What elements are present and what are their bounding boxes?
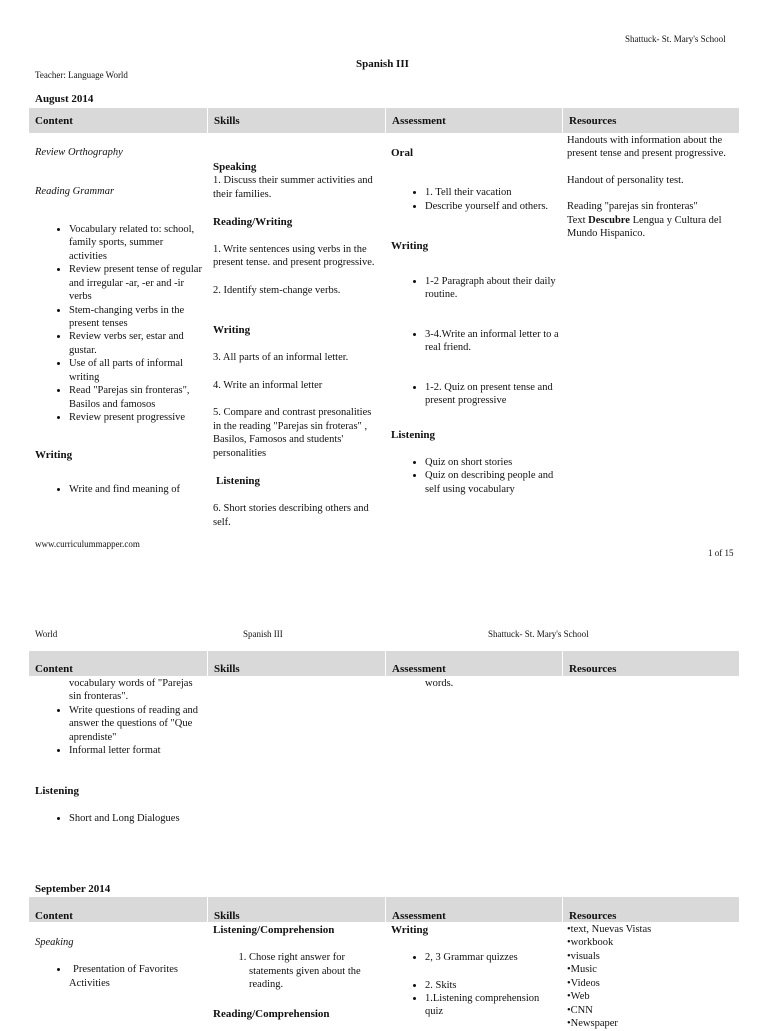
list-item: • Use of all parts of informal writing	[69, 357, 203, 384]
content-listening-heading: Listening	[35, 784, 80, 797]
assessment-column	[391, 146, 559, 496]
list-item: • Presentation of Favorites Activities	[69, 963, 203, 990]
list-item: • Describe yourself and others.	[425, 200, 559, 213]
sep-writing-heading: Writing	[391, 924, 429, 936]
skills-listening-6: 6. Short stories describing others and self.	[213, 503, 369, 528]
header-skills: Skills	[207, 651, 385, 676]
skills-writing-4: 4. Write an informal letter	[213, 379, 323, 391]
list-item: • 1.Listening comprehension quiz	[425, 992, 559, 1019]
skills-speaking-heading: Speaking	[213, 161, 257, 173]
resources-item: •Newspaper	[567, 1018, 618, 1030]
list-item: • 2, 3 Grammar quizzes	[425, 951, 559, 964]
sep-rc-heading: Reading/Comprehension	[213, 1008, 330, 1021]
month-label-2: September 2014	[35, 883, 111, 895]
sep-lc-list	[213, 951, 381, 991]
resources-item: •Videos	[567, 977, 600, 989]
skills-writing-5: 5. Compare and contrast presonalities in the reading "Parejas sin froteras" , Basilos, Famosos and students' personalities	[213, 407, 372, 459]
content-writing-list	[35, 483, 203, 496]
list-item: • Review verbs ser, estar and gustar.	[69, 330, 203, 357]
skills-column	[213, 160, 381, 529]
header-assessment: Assessment	[385, 897, 562, 922]
teacher-label: Teacher: Language World	[35, 70, 128, 80]
content-column	[35, 146, 203, 496]
page-number: 1 of 15	[708, 548, 734, 558]
sep-content-column	[35, 936, 203, 990]
skills-rw-heading: Reading/Writing	[213, 215, 293, 228]
resources-item: Handout of personality test.	[567, 174, 684, 186]
table-header-row-3	[29, 897, 739, 922]
resources-item: •visuals	[567, 950, 600, 962]
list-item: • Review present progressive	[69, 411, 203, 424]
list-item: • Short and Long Dialogues	[69, 812, 203, 825]
list-item: • Read "Parejas sin fronteras", Basilos and famosos	[69, 384, 203, 411]
header-resources: Resources	[562, 897, 739, 922]
school-name: Shattuck- St. Mary's School	[625, 34, 726, 44]
assessment-writing-heading: Writing	[391, 239, 429, 252]
page2-header-mid: Spanish III	[243, 629, 283, 639]
sep-assessment-column	[391, 923, 559, 1019]
skills-listening-heading: Listening	[216, 475, 261, 488]
review-orthography: Review Orthography	[35, 147, 123, 158]
header-content: Content	[35, 115, 73, 127]
resources-item: •Music	[567, 964, 597, 976]
assessment-oral-heading: Oral	[391, 147, 413, 159]
header-resources: Resources	[562, 651, 739, 676]
skills-writing-heading: Writing	[213, 324, 251, 337]
page2-header-left: World	[35, 629, 58, 639]
resources-column	[567, 134, 735, 241]
sep-content-list	[35, 963, 203, 990]
header-skills: Skills	[207, 108, 385, 133]
list-item: • Quiz on describing people and self using vocabulary	[425, 469, 559, 496]
resources-item: •CNN	[567, 1004, 593, 1016]
header-skills: Skills	[207, 897, 385, 922]
page2-header-right: Shattuck- St. Mary's School	[488, 629, 589, 639]
list-item: • 1-2. Quiz on present tense and present progressive	[425, 381, 559, 408]
list-item: • Write questions of reading and answer the questions of "Que aprendiste"	[69, 704, 203, 744]
sep-skills-column	[213, 923, 381, 1021]
page-title: Spanish III	[356, 58, 409, 70]
header-resources: Resources	[562, 108, 739, 133]
list-item: • 1-2 Paragraph about their daily routine.	[425, 275, 559, 302]
list-item: • Write and find meaning of	[69, 483, 203, 496]
sep-assessment-list	[391, 951, 559, 1019]
table-header-row-2	[29, 651, 739, 676]
skills-speaking-1: 1. Discuss their summer activities and their families.	[213, 175, 373, 200]
resources-item: •text, Nuevas Vistas	[567, 924, 652, 935]
list-item: • Stem-changing verbs in the present tenses	[69, 304, 203, 331]
skills-rw-1: 1. Write sentences using verbs in the present tense. and present progressive.	[213, 244, 375, 269]
header-assessment: Assessment	[385, 651, 562, 676]
resources-item: •workbook	[567, 937, 614, 949]
assessment-continued: words.	[425, 678, 454, 689]
list-item: • 2. Skits	[425, 979, 559, 992]
list-item: • 1. Tell their vacation	[425, 186, 559, 199]
sep-resources-column	[567, 923, 735, 1031]
list-item: • 3-4.Write an informal letter to a real friend.	[425, 328, 559, 355]
content-column-2	[35, 677, 203, 825]
assessment-listening-heading: Listening	[391, 428, 436, 441]
list-item: • Review present tense of regular and irregular -ar, -er and -ir verbs	[69, 263, 203, 303]
table-header-row	[29, 108, 739, 133]
reading-grammar: Reading Grammar	[35, 186, 115, 198]
header-content: Content	[35, 910, 73, 922]
content-bullet-list	[35, 223, 203, 425]
content-bullet-list-2	[35, 704, 203, 758]
sep-lc-heading: Listening/Comprehension	[213, 924, 335, 936]
header-content: Content	[35, 663, 73, 675]
list-item: 1. Chose right answer for statements given about the reading.	[249, 951, 381, 991]
resources-item: Text Descubre Lengua y Cultura del Mundo Hispanico.	[567, 214, 722, 240]
list-item: • Informal letter format	[69, 744, 203, 757]
sep-speaking: Speaking	[35, 937, 74, 948]
assessment-oral-list	[391, 186, 559, 213]
content-continued: vocabulary words of "Parejas sin fronteras".	[69, 678, 193, 703]
assessment-writing-list	[391, 275, 559, 408]
resources-item: Handouts with information about the present tense and present progressive.	[567, 135, 726, 160]
assessment-listening-list	[391, 456, 559, 496]
content-writing-heading: Writing	[35, 449, 73, 462]
list-item: • Quiz on short stories	[425, 456, 559, 469]
resources-item: Reading "parejas sin fronteras"	[567, 201, 698, 213]
list-item: • Vocabulary related to: school, family sports, summer activities	[69, 223, 203, 263]
header-assessment: Assessment	[385, 108, 562, 133]
skills-writing-3: 3. All parts of an informal letter.	[213, 352, 349, 364]
content-listening-list	[35, 812, 203, 825]
skills-rw-2: 2. Identify stem-change verbs.	[213, 284, 341, 296]
resources-item: •Web	[567, 991, 590, 1003]
footer-url[interactable]: www.curriculummapper.com	[35, 539, 140, 549]
month-label: August 2014	[35, 93, 94, 105]
